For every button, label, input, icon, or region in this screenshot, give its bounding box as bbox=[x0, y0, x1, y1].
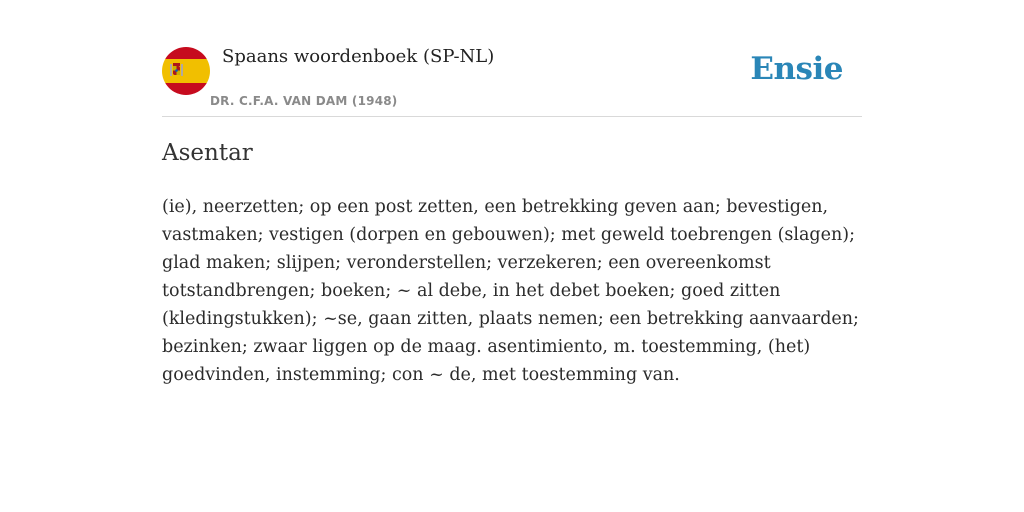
spain-flag-icon bbox=[162, 47, 210, 95]
dictionary-author: DR. C.F.A. VAN DAM (1948) bbox=[210, 94, 398, 108]
brand-logo[interactable]: Ensie bbox=[750, 51, 843, 87]
dictionary-title[interactable]: Spaans woordenboek (SP-NL) bbox=[222, 46, 495, 67]
dictionary-header bbox=[162, 42, 862, 117]
entry-headword: Asentar bbox=[162, 140, 253, 166]
entry-definition: (ie), neerzetten; op een post zetten, een betrekking geven aan; bevestigen, vastmaken; vestigen (dorpen en gebouwen); met geweld toebrengen (slagen); glad maken; slijpen; veronderstellen; verzekeren; een overeenkomst totstandbrengen; boeken; ~ al debe, in het debet boeken; goed zitten (kledingstukken); ~se, gaan zitten, plaats nemen; een betrekking aanvaarden; bezinken; zwaar liggen op de maag. asentimiento, m. toestemming, (het) goedvinden, instemming; con ~ de, met toestemming van. bbox=[162, 197, 859, 385]
